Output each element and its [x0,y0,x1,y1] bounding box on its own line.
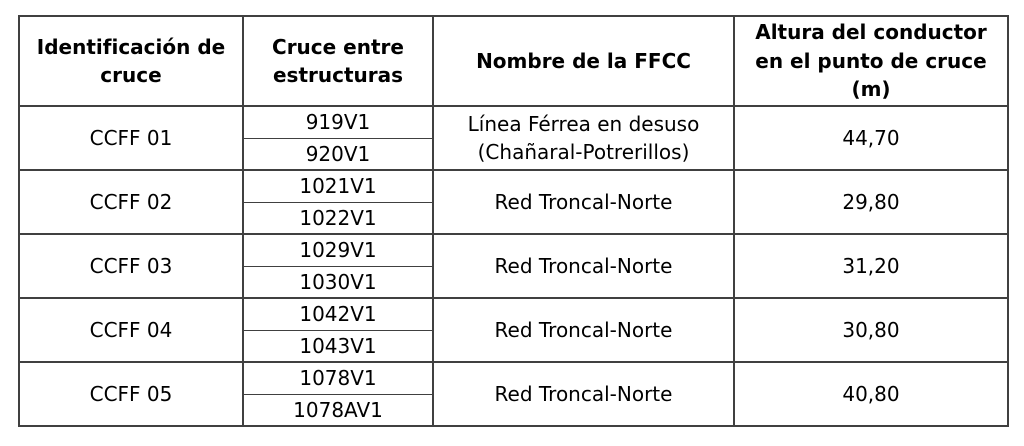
ffcc-name-cell: Red Troncal-Norte [433,170,734,234]
ffcc-name-cell: Red Troncal-Norte [433,234,734,298]
structure-cell-top: 1078V1 [243,362,433,394]
header-row [19,16,1008,106]
ffcc-name-cell: Red Troncal-Norte [433,298,734,362]
ffcc-name-cell: Red Troncal-Norte [433,362,734,426]
header-crossing-id: Identificación de cruce [19,16,243,106]
table-row [19,362,1008,394]
crossing-id-cell: CCFF 04 [19,298,243,362]
crossing-id-cell: CCFF 05 [19,362,243,426]
ffcc-name-cell: Línea Férrea en desuso (Chañaral-Potrerillos) [433,106,734,170]
structure-cell-bottom: 1078AV1 [243,394,433,426]
structure-cell-top: 1029V1 [243,234,433,266]
conductor-height-cell: 44,70 [734,106,1008,170]
crossing-id-cell: CCFF 02 [19,170,243,234]
structure-cell-bottom: 1030V1 [243,266,433,298]
table-row [19,234,1008,266]
table-row [19,298,1008,330]
table-row [19,106,1008,138]
crossing-id-cell: CCFF 01 [19,106,243,170]
conductor-height-cell: 40,80 [734,362,1008,426]
conductor-height-cell: 29,80 [734,170,1008,234]
railway-crossings-table [18,15,1009,427]
structure-cell-bottom: 1022V1 [243,202,433,234]
structure-cell-top: 919V1 [243,106,433,138]
header-conductor-height: Altura del conductor en el punto de cruce (m) [734,16,1008,106]
table-body [19,106,1008,426]
structure-cell-top: 1021V1 [243,170,433,202]
structure-cell-bottom: 1043V1 [243,330,433,362]
table-header [19,16,1008,106]
table-row [19,170,1008,202]
header-structures: Cruce entre estructuras [243,16,433,106]
header-ffcc-name: Nombre de la FFCC [433,16,734,106]
crossing-id-cell: CCFF 03 [19,234,243,298]
structure-cell-top: 1042V1 [243,298,433,330]
structure-cell-bottom: 920V1 [243,138,433,170]
conductor-height-cell: 31,20 [734,234,1008,298]
conductor-height-cell: 30,80 [734,298,1008,362]
